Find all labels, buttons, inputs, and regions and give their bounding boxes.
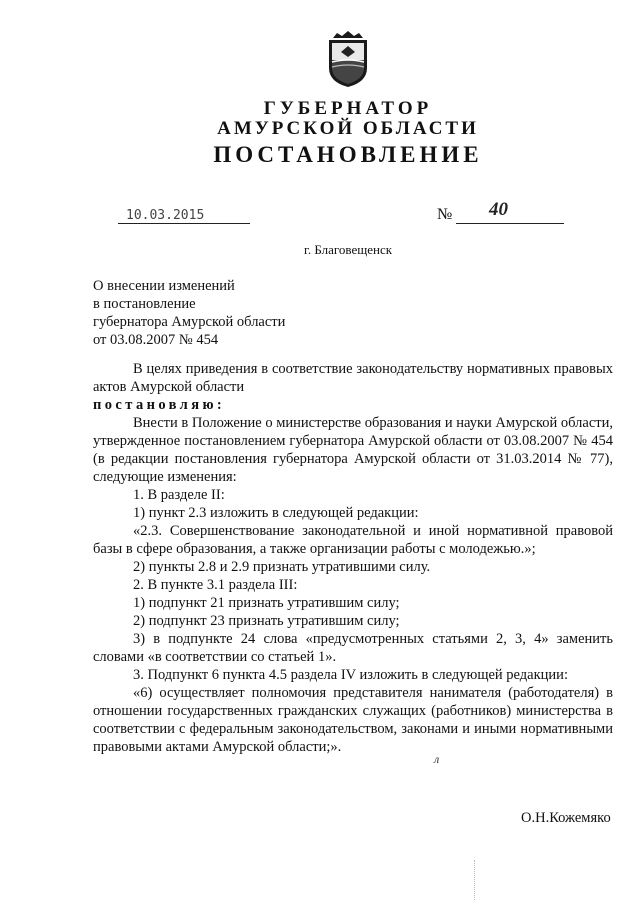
list-item: «2.3. Совершенствование законодательной и иной нормативной правовой базы в сфере образования, а также организации работы с молодежью.»; xyxy=(93,523,613,557)
list-item: 1) пункт 2.3 изложить в следующей редакции: xyxy=(133,505,419,521)
number-underline xyxy=(456,223,564,224)
list-item: 3. Подпункт 6 пункта 4.5 раздела IV изложить в следующей редакции: xyxy=(133,667,568,683)
document-type-title: ПОСТАНОВЛЕНИЕ xyxy=(213,142,483,167)
list-item: 1) подпункт 21 признать утратившим силу; xyxy=(133,595,400,611)
list-item: 2. В пункте 3.1 раздела III: xyxy=(133,577,298,593)
subject-line: от 03.08.2007 № 454 xyxy=(93,332,219,348)
header-title-region: АМУРСКОЙ ОБЛАСТИ xyxy=(217,118,479,139)
decree-word: постановляю: xyxy=(93,397,226,413)
subject-line: в постановление xyxy=(93,296,196,312)
signature-name: О.Н.Кожемяко xyxy=(521,810,611,826)
document-date: 10.03.2015 xyxy=(126,208,205,223)
list-item: 3) в подпункте 24 слова «предусмотренных статьями 2, 3, 4» заменить словами «в соответствии со статьей 1». xyxy=(93,631,613,665)
document-number: 40 xyxy=(489,199,508,220)
main-paragraph: Внести в Положение о министерстве образования и науки Амурской области, утвержденное постановлением губернатора Амурской области от 03.08.2007 № 454 (в редакции постановления губернатора Амурской области от 31.03.2014 № 77), следующие изменения: xyxy=(93,415,613,485)
list-item: 2) подпункт 23 признать утратившим силу; xyxy=(133,613,400,629)
subject-line: губернатора Амурской области xyxy=(93,314,286,330)
subject-block xyxy=(93,277,285,349)
date-underline xyxy=(118,223,250,224)
preamble-paragraph: В целях приведения в соответствие законодательству нормативных правовых актов Амурской области xyxy=(93,361,613,395)
coat-of-arms-emblem xyxy=(323,30,373,88)
city-line: г. Благовещенск xyxy=(303,242,393,257)
document-body xyxy=(93,360,613,756)
list-item: «6) осуществляет полномочия представителя нанимателя (работодателя) в отношении государственных гражданских служащих (работников) министерства в соответствии с федеральным законодательством, законами и иными нормативными правовыми актами Амурской области;». xyxy=(93,685,613,755)
number-label: № xyxy=(437,206,453,223)
scan-fold-mark xyxy=(474,860,475,900)
list-item: 2) пункты 2.8 и 2.9 признать утратившими силу. xyxy=(133,559,431,575)
handwritten-mark: л xyxy=(434,752,440,766)
list-item: 1. В разделе II: xyxy=(133,487,225,503)
subject-line: О внесении изменений xyxy=(93,278,235,294)
header-title-governor: ГУБЕРНАТОР xyxy=(263,98,433,119)
